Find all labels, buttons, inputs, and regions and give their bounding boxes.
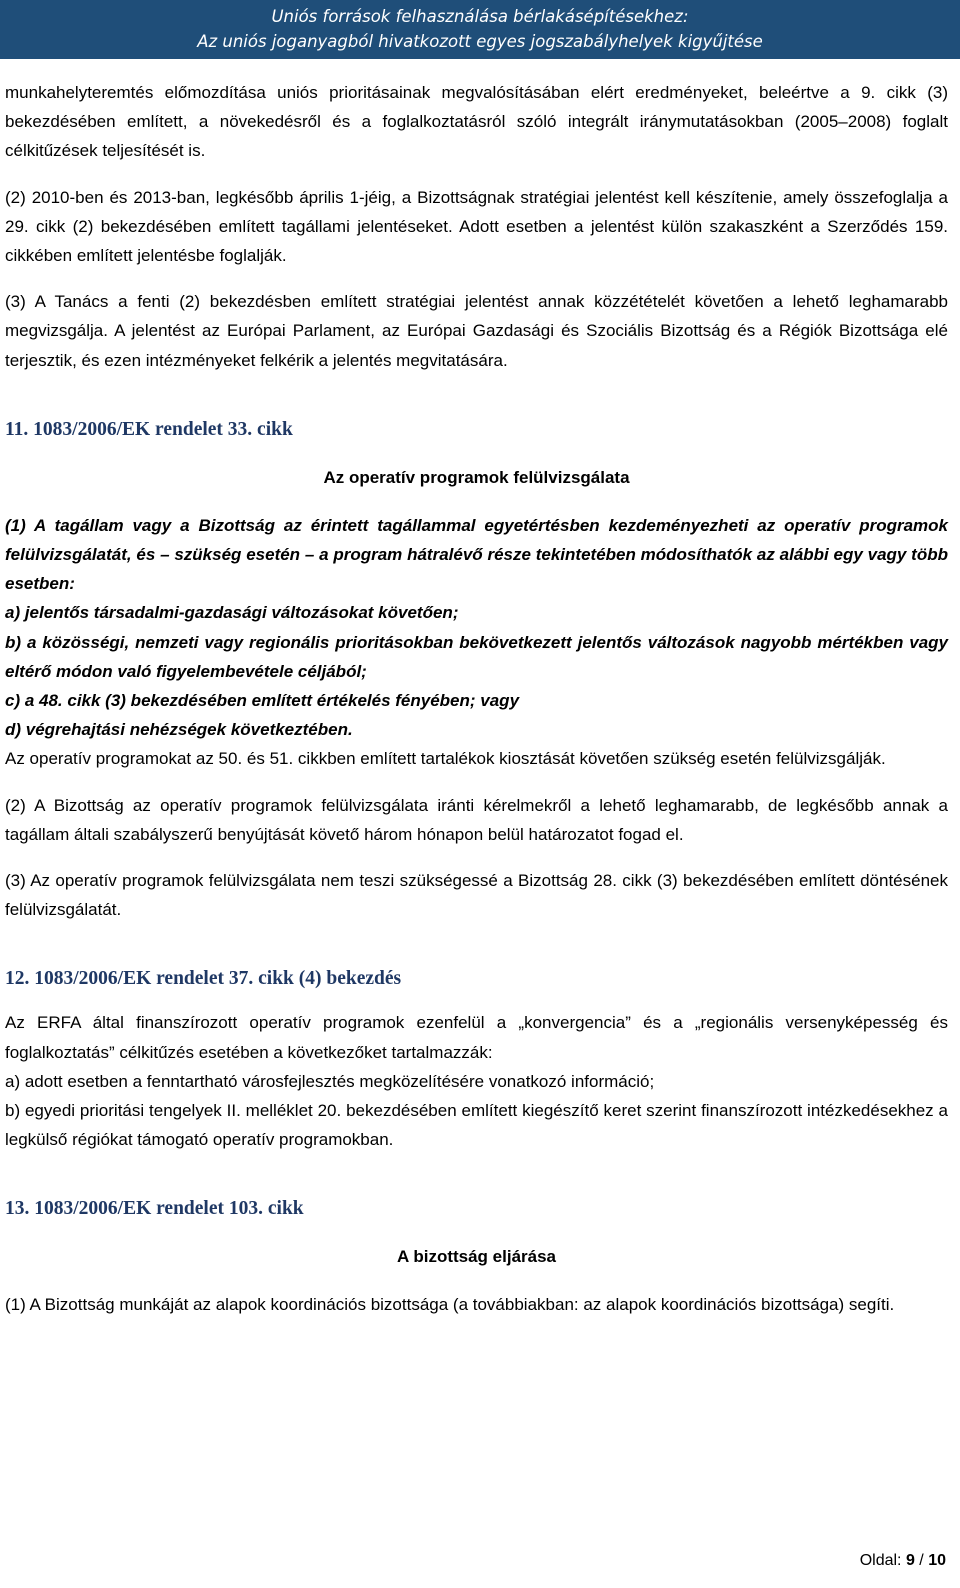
section-11-item-d: d) végrehajtási nehézségek következtében. <box>5 720 353 740</box>
document-body <box>5 78 948 1320</box>
section-11-paragraph-2: (2) A Bizottság az operatív programok felülvizsgálata iránti kérelmekről a lehető leghamarabb, de legkésőbb annak a tagállam általi szabályszerű benyújtását követő három hónapon belül határozatot fogad el. <box>5 795 948 844</box>
section-11-paragraph-3: (3) Az operatív programok felülvizsgálata nem teszi szükségessé a Bizottság 28. cikk (3) bekezdésében említett döntésének felülvizsgálatát. <box>5 871 948 920</box>
section-11-item-c: c) a 48. cikk (3) bekezdésében említett értékelés fényében; vagy <box>5 691 520 711</box>
intro-paragraph-2: (2) 2010-ben és 2013-ban, legkésőbb április 1-jéig, a Bizottságnak stratégiai jelentést kell készítenie, amely összefoglalja a 29. cikk (2) bekezdésében említett tagállami jelentéseket. Adott esetben a jelentést külön szakaszként a Szerződés 159. cikkében említett jelentésbe foglalják. <box>5 187 948 266</box>
intro-paragraph-1: munkahelyteremtés előmozdítása uniós prioritásainak megvalósításában elért eredményeket, beleértve a 9. cikk (3) bekezdésében említett, a növekedésről és a foglalkoztatásról szóló integrált iránymutatásokban (2005–2008) foglalt célkitűzések teljesítését is. <box>5 83 948 161</box>
section-13-title: A bizottság eljárása <box>396 1247 557 1267</box>
section-13-heading: 13. 1083/2006/EK rendelet 103. cikk <box>5 1198 304 1220</box>
header-line-2: Az uniós joganyagból hivatkozott egyes jogszabályhelyek kigyűjtése <box>197 32 763 51</box>
section-12-item-a: a) adott esetben a fenntartható városfejlesztés megközelítésére vonatkozó információ; <box>5 1071 655 1091</box>
section-11-title: Az operatív programok felülvizsgálata <box>323 467 630 487</box>
page-footer <box>860 1552 946 1570</box>
section-12-item-b: b) egyedi prioritási tengelyek II. melléklet 20. bekezdésében említett kiegészítő keret szerint finanszírozott intézkedésekhez a legkülső régiókat támogató operatív programokban. <box>5 1101 948 1150</box>
footer-total-pages: 10 <box>928 1552 946 1569</box>
section-11-item-b: b) a közösségi, nemzeti vagy regionális prioritásokban bekövetkezett jelentős változások nagyobb mértékben vagy eltérő módon való figyelembevétele céljából; <box>5 632 948 681</box>
footer-current-page: 9 <box>905 1552 915 1569</box>
header-line-1: Uniós források felhasználása bérlakásépítésekhez: <box>271 7 689 26</box>
section-11-paragraph-1: (1) A tagállam vagy a Bizottság az érintett tagállammal egyetértésben kezdeményezheti az operatív programok felülvizsgálatát, és – szükség esetén – a program hátralévő része tekintetében módosíthatók az alábbi egy vagy több esetben: <box>5 515 948 594</box>
footer-separator: / <box>914 1552 929 1569</box>
footer-label: Oldal: <box>859 1552 906 1569</box>
intro-paragraph-3: (3) A Tanács a fenti (2) bekezdésben említett stratégiai jelentést annak közzétételét követően a lehető leghamarabb megvizsgálja. A jelentést az Európai Parlament, az Európai Gazdasági és Szociális Bizottság és a Régiók Bizottsága elé terjesztik, és ezen intézményeket felkérik a jelentés megvitatására. <box>5 292 948 370</box>
section-12-heading: 12. 1083/2006/EK rendelet 37. cikk (4) bekezdés <box>5 968 402 990</box>
section-13-paragraph-1: (1) A Bizottság munkáját az alapok koordinációs bizottsága (a továbbiakban: az alapok koordinációs bizottsága) segíti. <box>5 1295 895 1315</box>
page-header <box>0 0 960 59</box>
section-11-heading: 11. 1083/2006/EK rendelet 33. cikk <box>5 418 293 440</box>
section-11-paragraph-after: Az operatív programokat az 50. és 51. cikkben említett tartalékok kiosztását követően szükség esetén felülvizsgálják. <box>5 749 886 769</box>
section-12-paragraph-1: Az ERFA által finanszírozott operatív programok ezenfelül a „konvergencia” és a „regionális versenyképesség és foglalkoztatás” célkitűzés esetében a következőket tartalmazzák: <box>5 1013 948 1062</box>
section-11-item-a: a) jelentős társadalmi-gazdasági változásokat követően; <box>5 603 459 623</box>
